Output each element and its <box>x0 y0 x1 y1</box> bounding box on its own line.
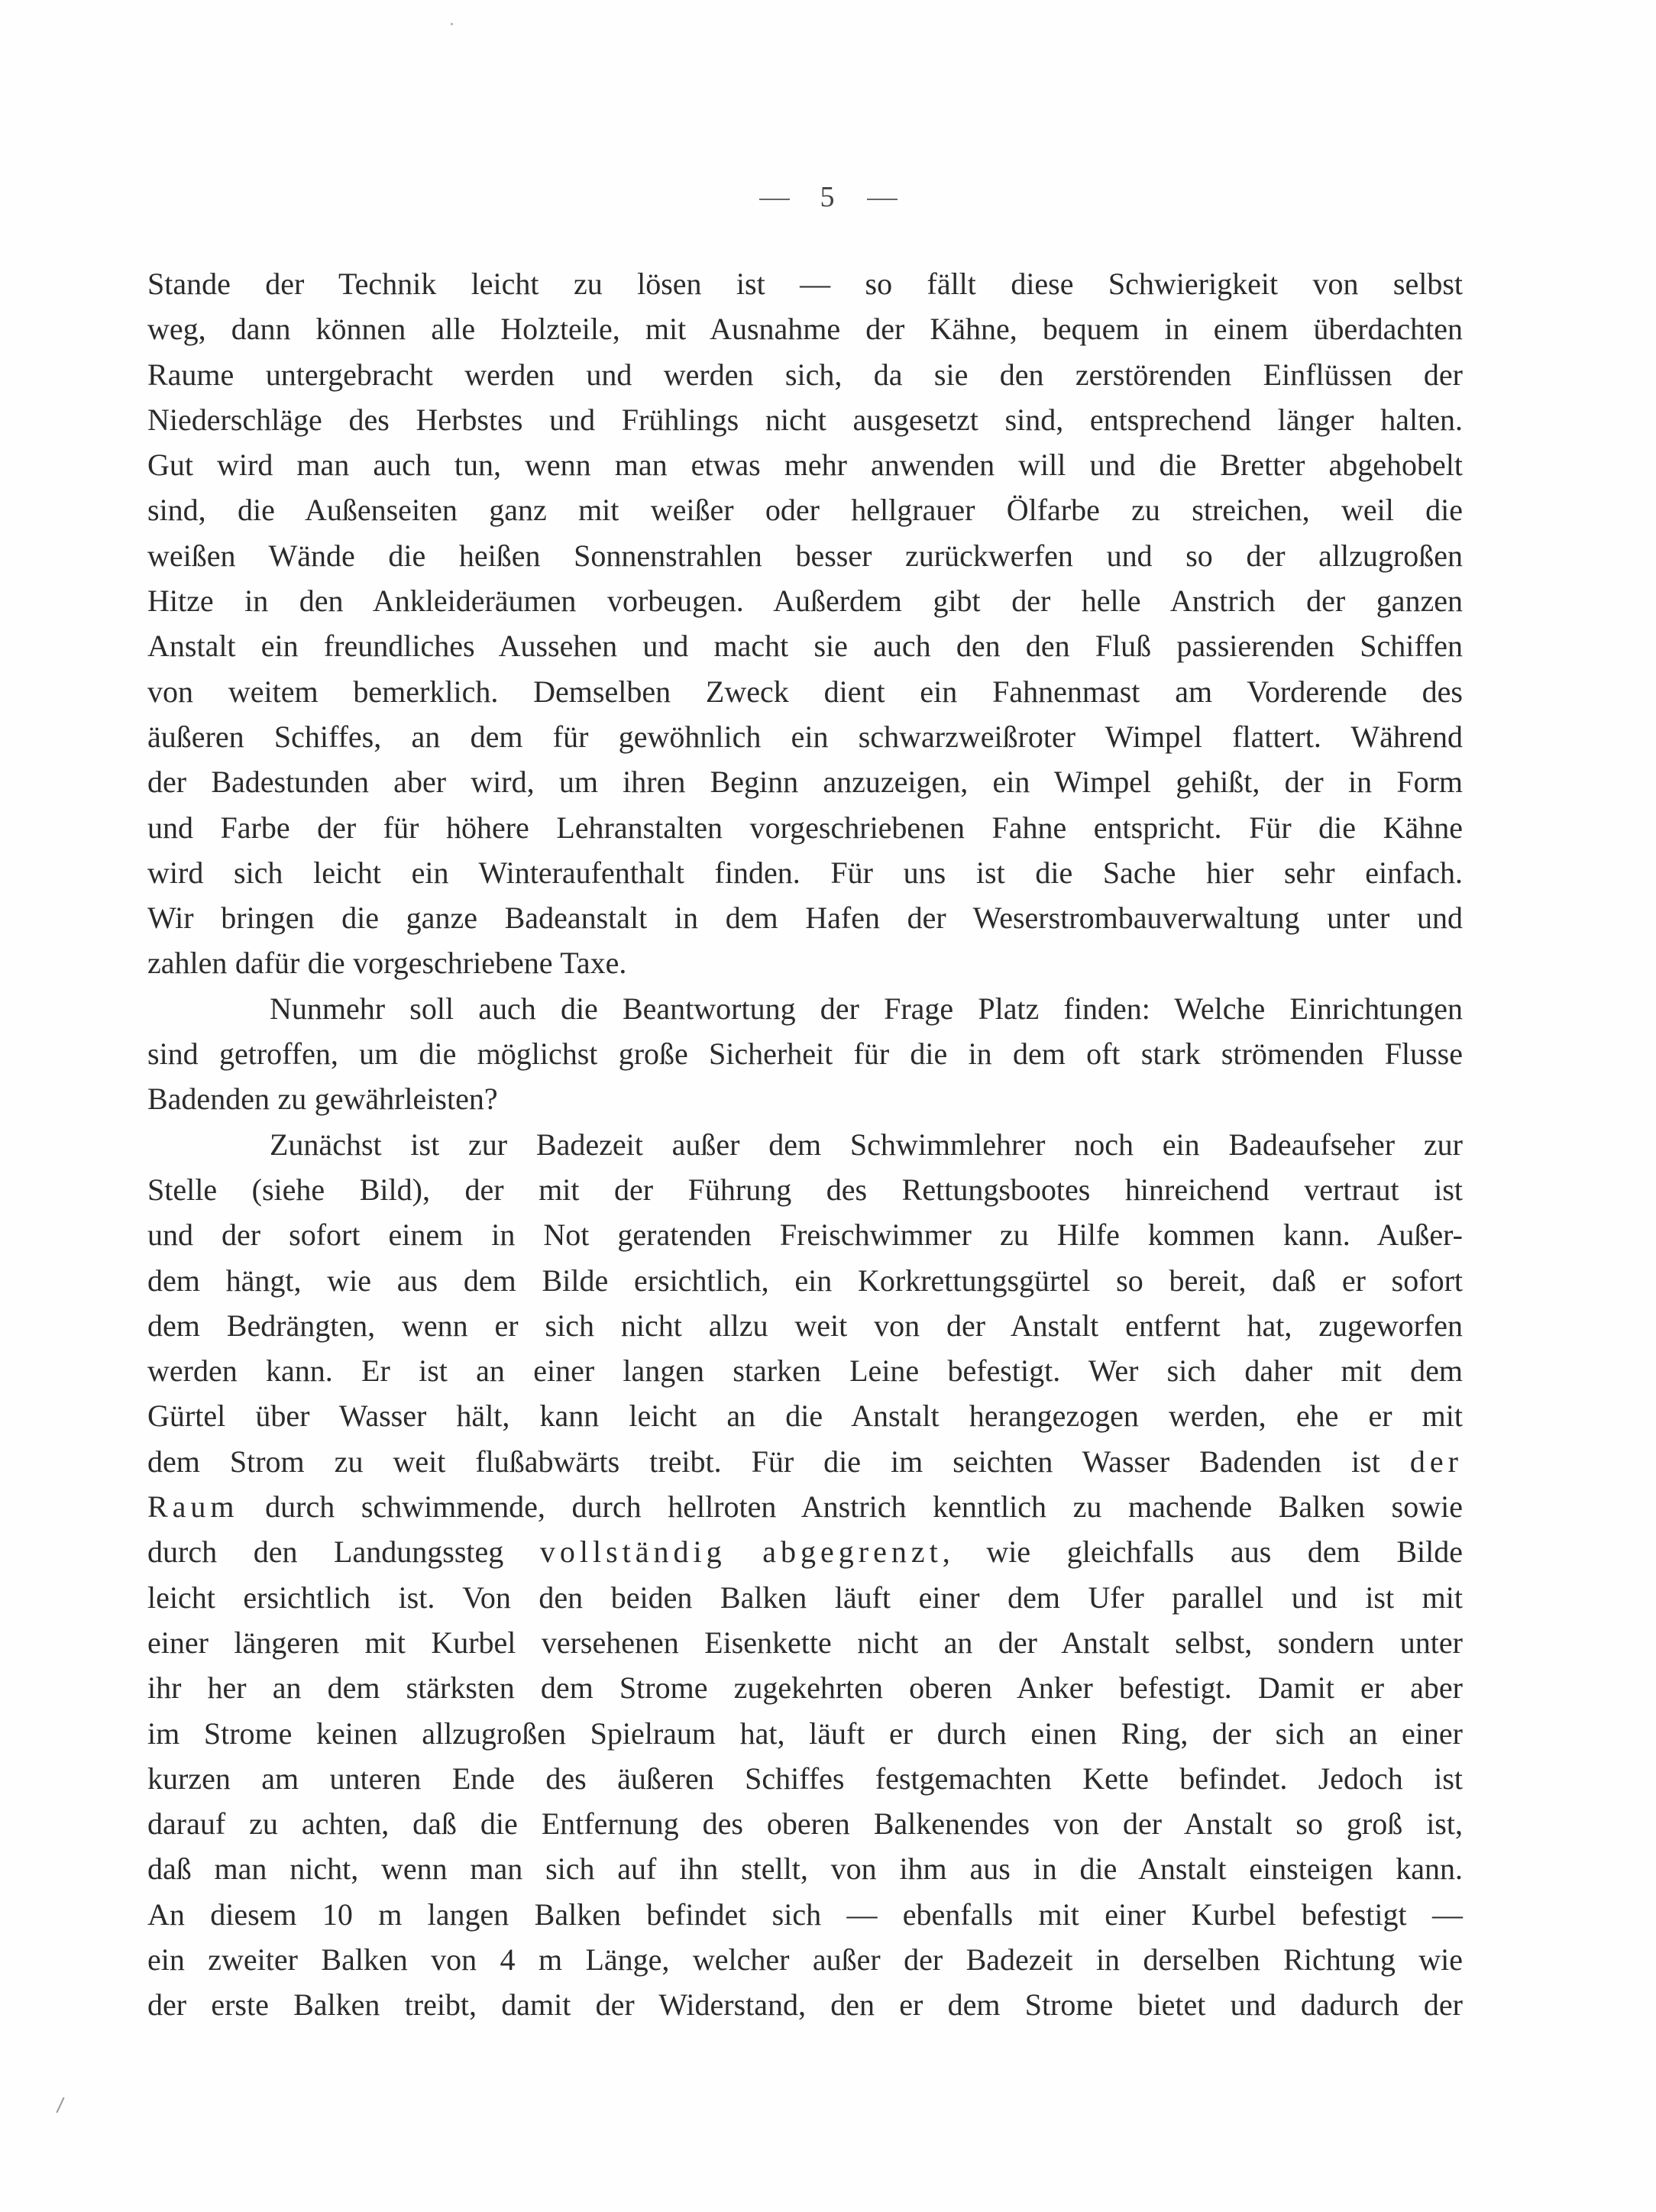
text-line: von weitem bemerklich. Demselben Zweck dient ein Fahnenmast am Vorderende des <box>147 674 1463 709</box>
text-line: Zunächst ist zur Badezeit außer dem Schwimmlehrer noch ein Badeaufseher zur <box>270 1127 1463 1162</box>
text-line: kurzen am unteren Ende des äußeren Schiffes festgemachten Kette befindet. Jedoch ist <box>147 1761 1463 1796</box>
text-line: zahlen dafür die vorgeschriebene Taxe. <box>147 946 627 981</box>
page-number-value: 5 <box>820 181 836 213</box>
text-line: Nunmehr soll auch die Beantwortung der Frage Platz finden: Welche Einrichtungen <box>270 991 1463 1026</box>
text-line: wird sich leicht ein Winteraufenthalt finden. Für uns ist die Sache hier sehr einfach. <box>147 855 1463 890</box>
text-line: weg, dann können alle Holzteile, mit Ausnahme der Kähne, bequem in einem überdachten <box>147 312 1463 347</box>
text-line: Niederschläge des Herbstes und Frühlings nicht ausgesetzt sind, entsprechend länger halten. <box>147 402 1463 437</box>
emphasis-spaced: abgegrenzt <box>762 1534 943 1570</box>
text-line: dem Strom zu weit flußabwärts treibt. Für die im seichten Wasser Badenden ist der <box>147 1444 1463 1479</box>
emphasis-spaced: der <box>1409 1444 1463 1479</box>
text-line: Raum durch schwimmende, durch hellroten Anstrich kenntlich zu machende Balken sowie <box>147 1489 1463 1525</box>
emphasis-spaced: vollständig <box>539 1534 726 1570</box>
text-line: Badenden zu gewährleisten? <box>147 1082 498 1117</box>
text-line: Stelle (siehe Bild), der mit der Führung des Rettungsbootes hinreichend vertraut ist <box>147 1172 1463 1207</box>
text-line: Hitze in den Ankleideräumen vorbeugen. Außerdem gibt der helle Anstrich der ganzen <box>147 584 1463 619</box>
page-number-dash-right <box>867 199 898 200</box>
page-number-dash-left <box>759 199 790 200</box>
text-line: und Farbe der für höhere Lehranstalten vorgeschriebenen Fahne entspricht. Für die Kähne <box>147 810 1463 845</box>
text-line: ein zweiter Balken von 4 m Länge, welcher außer der Badezeit in derselben Richtung wie <box>147 1942 1463 1977</box>
text-line: Gut wird man auch tun, wenn man etwas mehr anwenden will und die Bretter abgehobelt <box>147 448 1463 483</box>
text-line: Anstalt ein freundliches Aussehen und macht sie auch den den Fluß passierenden Schiffen <box>147 629 1463 664</box>
text-line: leicht ersichtlich ist. Von den beiden Balken läuft einer dem Ufer parallel und ist mit <box>147 1580 1463 1615</box>
text-line: äußeren Schiffes, an dem für gewöhnlich ein schwarzweißroter Wimpel flattert. Während <box>147 719 1463 754</box>
text-line: dem Bedrängten, wenn er sich nicht allzu weit von der Anstalt entfernt hat, zugeworfen <box>147 1308 1463 1343</box>
text-line: der erste Balken treibt, damit der Widerstand, den er dem Strome bietet und dadurch der <box>147 1987 1463 2023</box>
scan-speck <box>451 23 453 25</box>
text-line: einer längeren mit Kurbel versehenen Eisenkette nicht an der Anstalt selbst, sondern unter <box>147 1625 1463 1660</box>
text-line: An diesem 10 m langen Balken befindet sich — ebenfalls mit einer Kurbel befestigt — <box>147 1897 1463 1932</box>
text-line: werden kann. Er ist an einer langen starken Leine befestigt. Wer sich daher mit dem <box>147 1353 1463 1389</box>
body-text <box>147 261 1463 2028</box>
text-line: Gürtel über Wasser hält, kann leicht an die Anstalt herangezogen werden, ehe er mit <box>147 1399 1463 1434</box>
text-line: sind getroffen, um die möglichst große Sicherheit für die in dem oft stark strömenden Flusse <box>147 1036 1463 1072</box>
text-line: ihr her an dem stärksten dem Strome zugekehrten oberen Anker befestigt. Damit er aber <box>147 1670 1463 1706</box>
paragraph-3 <box>147 1122 1463 2028</box>
text-line: und der sofort einem in Not geratenden Freischwimmer zu Hilfe kommen kann. Außer- <box>147 1218 1463 1253</box>
text-line: weißen Wände die heißen Sonnenstrahlen besser zurückwerfen und so der allzugroßen <box>147 538 1463 573</box>
text-line: durch den Landungssteg vollständig abgegrenzt, wie gleichfalls aus dem Bilde <box>147 1534 1464 1570</box>
text-line: Stande der Technik leicht zu lösen ist — so fällt diese Schwierigkeit von selbst <box>147 267 1463 301</box>
text-line: Raume untergebracht werden und werden sich, da sie den zerstörenden Einflüssen der <box>147 357 1463 392</box>
emphasis-spaced: Raum <box>147 1489 239 1525</box>
text-line: sind, die Außenseiten ganz mit weißer oder hellgrauer Ölfarbe zu streichen, weil die <box>147 493 1463 528</box>
text-line: Wir bringen die ganze Badeanstalt in dem Hafen der Weserstrombauverwaltung unter und <box>147 901 1463 936</box>
text-line: der Badestunden aber wird, um ihren Beginn anzuzeigen, ein Wimpel gehißt, der in Form <box>147 765 1463 800</box>
text-line: darauf zu achten, daß die Entfernung des oberen Balkenendes von der Anstalt so groß ist, <box>147 1806 1463 1842</box>
scan-scratch-mark <box>56 2097 64 2113</box>
paragraph-2 <box>147 986 1463 1122</box>
text-line: dem hängt, wie aus dem Bilde ersichtlich, ein Korkrettungsgürtel so bereit, daß er sofort <box>147 1263 1463 1298</box>
paragraph-1 <box>147 261 1463 986</box>
text-line: im Strome keinen allzugroßen Spielraum hat, läuft er durch einen Ring, der sich an einer <box>147 1716 1463 1751</box>
page-number <box>0 180 1656 214</box>
text-line: daß man nicht, wenn man sich auf ihn stellt, von ihm aus in die Anstalt einsteigen kann. <box>147 1851 1463 1887</box>
